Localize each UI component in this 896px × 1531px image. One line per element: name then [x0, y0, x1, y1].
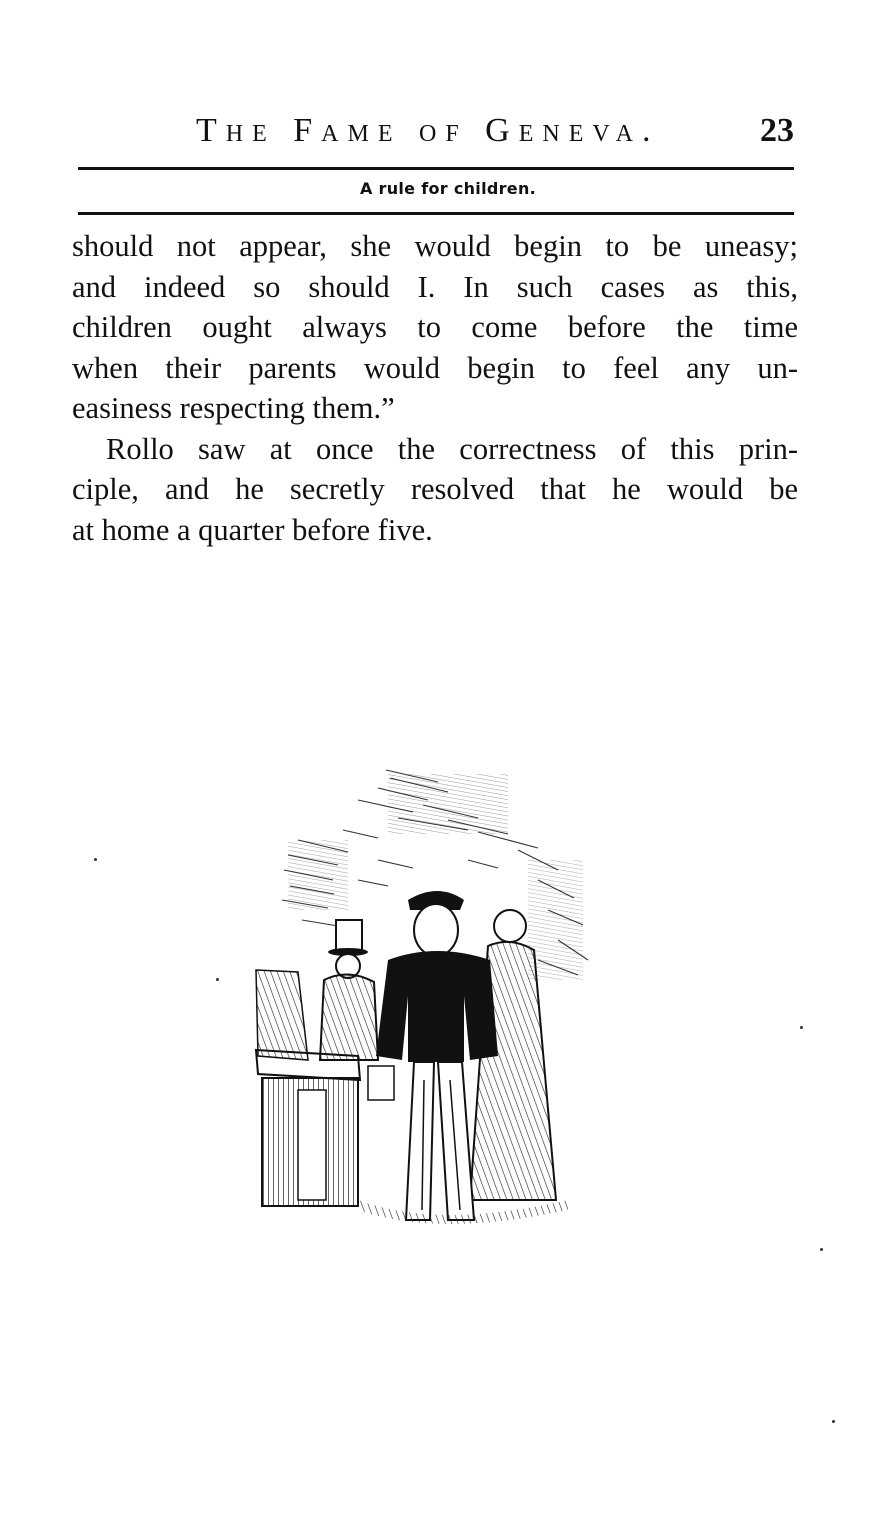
body-line: at home a quarter before five. [72, 512, 433, 547]
engraving-icon [238, 760, 618, 1230]
body-text [72, 226, 798, 550]
body-line: Rollo saw at once the correctness of this prin- [106, 431, 798, 466]
header-rule-bottom [78, 212, 794, 215]
body-line: children ought always to come before the time [72, 310, 798, 344]
body-line: when their parents would begin to feel any un- [72, 350, 798, 385]
paper-speck [832, 1420, 835, 1423]
header-rule-top [78, 167, 794, 170]
paper-speck [216, 978, 219, 981]
engraving-illustration [238, 760, 618, 1230]
page-number: 23 [760, 112, 794, 149]
man-with-top-hat [320, 920, 378, 1060]
paper-speck [94, 858, 97, 861]
running-head [0, 112, 896, 156]
paper-speck [800, 1026, 803, 1029]
body-line: and indeed so should I. In such cases as this, [72, 269, 798, 304]
body-line: should not appear, she would begin to be uneasy; [72, 229, 798, 263]
body-line: easiness respecting them.” [72, 391, 395, 425]
section-subheading: A rule for children. [359, 179, 537, 198]
body-line: ciple, and he secretly resolved that he would be [72, 472, 798, 506]
running-title: The Fame of Geneva. [196, 112, 660, 149]
paper-speck [820, 1248, 823, 1251]
